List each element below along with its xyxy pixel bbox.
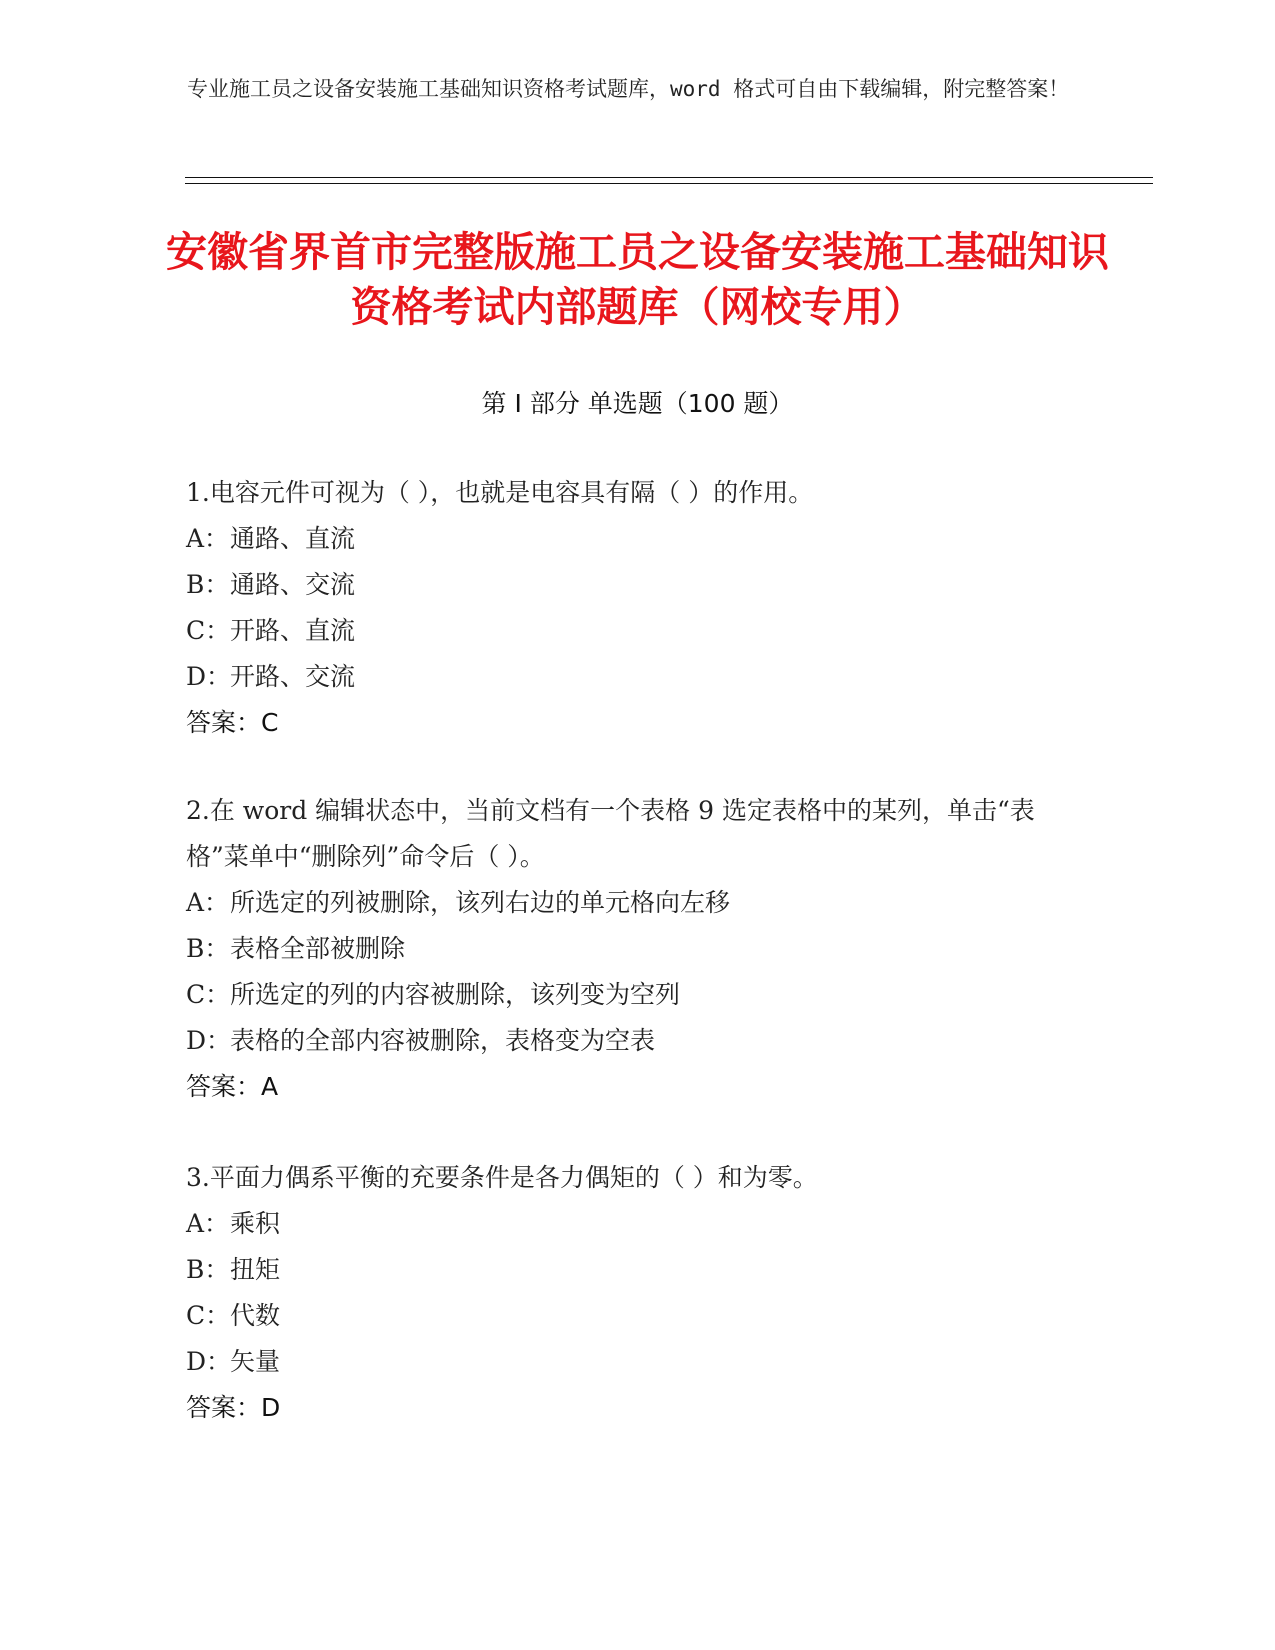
header-divider-top — [185, 177, 1153, 178]
answer-line: 答案：C — [186, 708, 279, 737]
option-key: A： — [186, 888, 230, 917]
option-a — [186, 516, 1086, 562]
option-text: 开路、交流 — [230, 662, 356, 691]
answer-line: 答案：A — [186, 1072, 279, 1101]
document-title: 安徽省界首市完整版施工员之设备安装施工基础知识资格考试内部题库（网校专用） — [166, 228, 1109, 331]
option-text: 表格的全部内容被删除，表格变为空表 — [230, 1026, 656, 1055]
option-text: 表格全部被删除 — [230, 934, 406, 963]
option-key: A： — [186, 1209, 230, 1238]
question-stem: 2.在 word 编辑状态中，当前文档有一个表格 9 选定表格中的某列，单击“表格”菜单中“删除列”命令后（ ）。 — [186, 796, 1035, 871]
option-text: 所选定的列的内容被删除，该列变为空列 — [230, 980, 681, 1009]
option-key: C： — [186, 980, 231, 1009]
option-text: 所选定的列被删除，该列右边的单元格向左移 — [230, 888, 731, 917]
option-a — [186, 880, 1086, 926]
option-d — [186, 1018, 1086, 1064]
option-text: 乘积 — [230, 1209, 281, 1238]
option-b — [186, 926, 1086, 972]
option-a — [186, 1201, 1086, 1247]
question-2 — [186, 788, 1086, 1110]
option-key: D： — [186, 662, 232, 691]
option-key: C： — [186, 1301, 231, 1330]
option-d — [186, 1339, 1086, 1385]
question-1 — [186, 470, 1086, 746]
header-note: 专业施工员之设备安装施工基础知识资格考试题库，word 格式可自由下载编辑，附完整答案！ — [187, 77, 1070, 101]
question-stem: 1.电容元件可视为（ ），也就是电容具有隔（ ）的作用。 — [186, 478, 814, 507]
answer-line: 答案：D — [186, 1393, 281, 1422]
option-text: 通路、交流 — [230, 570, 356, 599]
option-b — [186, 562, 1086, 608]
option-key: B： — [186, 934, 230, 963]
option-text: 通路、直流 — [230, 524, 356, 553]
option-b — [186, 1247, 1086, 1293]
option-text: 开路、直流 — [230, 616, 356, 645]
option-c — [186, 972, 1086, 1018]
option-c — [186, 608, 1086, 654]
option-key: B： — [186, 570, 230, 599]
option-c — [186, 1293, 1086, 1339]
option-text: 扭矩 — [230, 1255, 281, 1284]
option-key: B： — [186, 1255, 230, 1284]
header-divider-bottom — [185, 183, 1153, 184]
section-heading: 第 I 部分 单选题（100 题） — [481, 389, 794, 418]
option-text: 代数 — [230, 1301, 281, 1330]
option-key: A： — [186, 524, 230, 553]
option-key: C： — [186, 616, 231, 645]
option-key: D： — [186, 1026, 232, 1055]
question-3 — [186, 1155, 1086, 1431]
option-text: 矢量 — [230, 1347, 281, 1376]
question-stem: 3.平面力偶系平衡的充要条件是各力偶矩的（ ）和为零。 — [186, 1163, 818, 1192]
option-d — [186, 654, 1086, 700]
option-key: D： — [186, 1347, 232, 1376]
